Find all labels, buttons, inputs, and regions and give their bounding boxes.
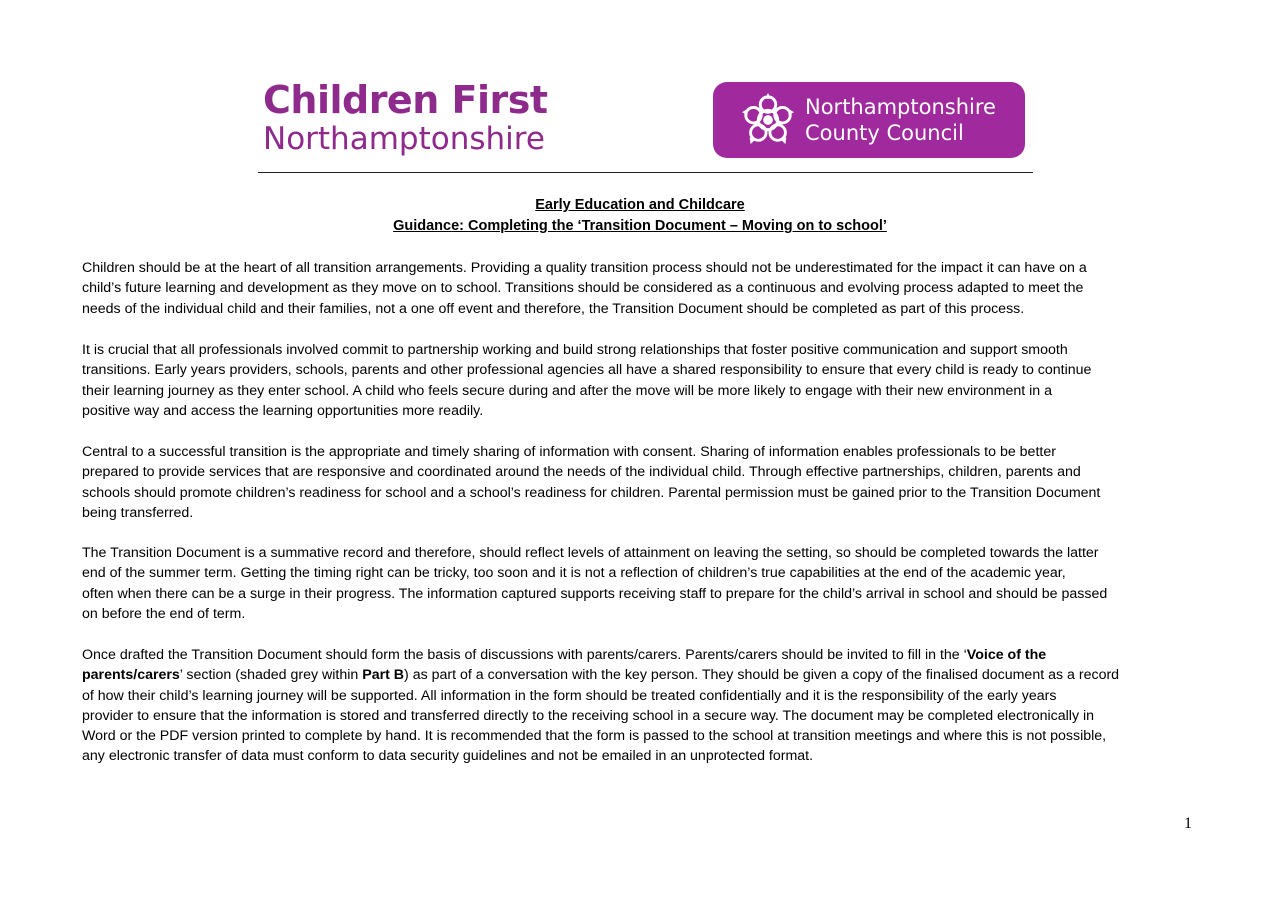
- text-line: Children should be at the heart of all transition arrangements. Providing a quality transition process should not be underestimated for the impact it can have on a: [82, 260, 1087, 276]
- text-run: Once drafted the Transition Document should form the basis of discussions with parents/carers. Parents/carers should be invited to fill in the ‘: [82, 647, 967, 663]
- county-council-logo: [713, 82, 1025, 158]
- text-line: provider to ensure that the information is stored and transferred directly to the receiving school in a secure way. The document may be completed electronically in: [82, 707, 1095, 724]
- document-title: Early Education and Childcare: [535, 197, 745, 213]
- text-line: schools should promote children’s readiness for school and a school’s readiness for children. Parental permission must be gained prior to the Transition Document: [82, 484, 1101, 501]
- text-line: often when there can be a surge in their progress. The information captured supports receiving staff to prepare for the child’s arrival in school and should be passed: [82, 585, 1108, 602]
- text-run: ’ section (shaded grey within: [179, 667, 363, 684]
- text-run: ) as part of a conversation with the key person. They should be given a copy of the finalised document as a record: [404, 667, 1120, 684]
- page-number: 1: [1184, 815, 1192, 832]
- paragraph-3: [82, 442, 1207, 523]
- text-line: [82, 665, 1207, 685]
- bold-text-run: Voice of the: [966, 647, 1047, 663]
- bold-text-run: Part B: [362, 667, 405, 684]
- logo-left-line1: Children First: [263, 78, 548, 122]
- bold-text-run: parents/carers: [82, 667, 180, 684]
- children-first-logo: [263, 78, 563, 163]
- logo-left-line2: Northamptonshire: [263, 121, 545, 157]
- paragraph-2: [82, 340, 1207, 421]
- header-divider: [258, 172, 1033, 173]
- text-line: Central to a successful transition is the appropriate and timely sharing of information with consent. Sharing of information enables professionals to be better: [82, 444, 1056, 460]
- text-line: being transferred.: [82, 504, 194, 521]
- document-subtitle: Guidance: Completing the ‘Transition Document – Moving on to school’: [393, 218, 887, 234]
- logo-right-line2: County Council: [805, 121, 964, 145]
- paragraph-5: [82, 645, 1207, 767]
- text-line: any electronic transfer of data must conform to data security guidelines and not be emailed in an unprotected format.: [82, 748, 814, 765]
- text-line: child’s future learning and development as they move on to school. Transitions should be considered as a continuous and evolving process adapted to meet the: [82, 280, 1084, 297]
- text-line: their learning journey as they enter school. A child who feels secure during and after the move will be more likely to engage with their new environment in a: [82, 382, 1053, 399]
- text-line: on before the end of term.: [82, 605, 246, 622]
- text-line: end of the summer term. Getting the timing right can be tricky, too soon and it is not a reflection of children’s true capabilities at the end of the academic year,: [82, 565, 1066, 582]
- text-line: of how their child’s learning journey will be supported. All information in the form should be treated confidentially and it is the responsibility of the early years: [82, 687, 1057, 704]
- paragraph-1: [82, 258, 1207, 319]
- logo-right-line1: Northamptonshire: [805, 95, 996, 119]
- text-line: transitions. Early years providers, schools, parents and other professional agencies all have a shared responsibility to ensure that every child is ready to continue: [82, 362, 1092, 379]
- text-line: prepared to provide services that are responsive and coordinated around the needs of the individual child. Through effective partnerships, children, parents and: [82, 464, 1081, 481]
- text-line: The Transition Document is a summative record and therefore, should reflect levels of attainment on leaving the setting, so should be completed towards the latter: [82, 545, 1099, 561]
- text-line: [82, 645, 1207, 665]
- rose-emblem-icon: [739, 91, 797, 149]
- text-line: Word or the PDF version printed to complete by hand. It is recommended that the form is passed to the school at transition meetings and where this is not possible,: [82, 728, 1107, 745]
- text-line: positive way and access the learning opportunities more readily.: [82, 402, 484, 419]
- text-line: needs of the individual child and their families, not a one off event and therefore, the Transition Document should be completed as part of this process.: [82, 300, 1025, 317]
- paragraph-4: [82, 543, 1207, 624]
- text-line: It is crucial that all professionals involved commit to partnership working and build strong relationships that foster positive communication and support smooth: [82, 342, 1068, 358]
